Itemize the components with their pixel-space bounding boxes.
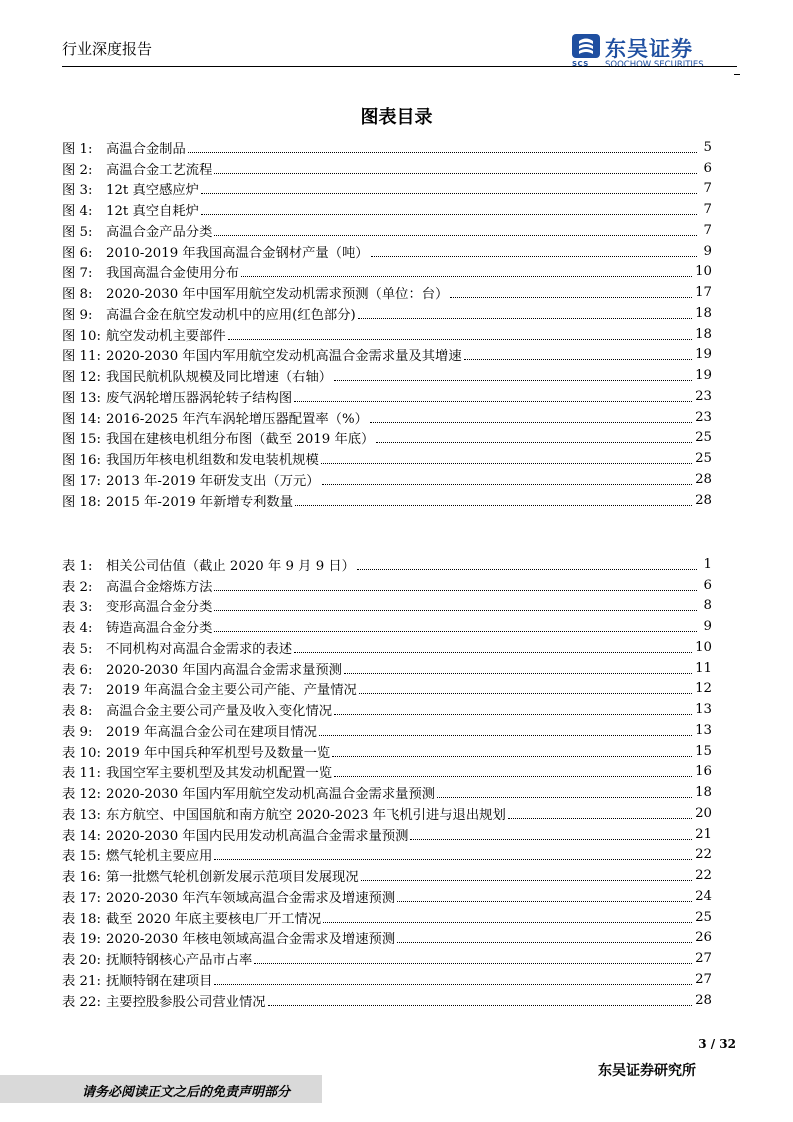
entry-leader <box>321 463 692 464</box>
entry-title: 不同机构对高温合金需求的表述 <box>106 641 293 657</box>
toc-entry[interactable] <box>62 282 712 303</box>
entry-title: 2020-2030 年国内军用航空发动机高温合金需求量预测 <box>106 787 436 803</box>
entry-leader <box>228 339 692 340</box>
toc-entry[interactable] <box>62 886 712 907</box>
entry-title: 2020-2030 年国内民用发动机高温合金需求量预测 <box>106 828 409 844</box>
toc-entry[interactable] <box>62 179 712 200</box>
entry-page-number: 18 <box>695 785 712 801</box>
toc-entry[interactable] <box>62 324 712 345</box>
toc-entry[interactable] <box>62 596 712 617</box>
entry-title: 2010-2019 年我国高温合金钢材产量（吨） <box>106 245 369 261</box>
entry-page-number: 7 <box>703 202 712 218</box>
toc-entry[interactable] <box>62 907 712 928</box>
entry-page-number: 8 <box>703 598 712 614</box>
entry-leader <box>437 797 692 798</box>
entry-label: 图 8: <box>62 287 93 303</box>
entry-title: 12t 真空感应炉 <box>106 183 199 199</box>
entry-title: 我国在建核电机组分布图（截至 2019 年底） <box>106 432 375 448</box>
entry-title: 2020-2030 年国内高温合金需求量预测 <box>106 662 342 678</box>
entry-leader <box>370 422 692 423</box>
toc-entry[interactable] <box>62 241 712 262</box>
toc-entry[interactable] <box>62 428 712 449</box>
entry-leader <box>214 590 697 591</box>
company-logo <box>571 33 741 73</box>
entry-label: 图 6: <box>62 245 93 261</box>
entry-title: 抚顺特钢核心产品市占率 <box>106 953 253 969</box>
entry-leader <box>344 673 692 674</box>
entry-page-number: 23 <box>695 409 712 425</box>
toc-entry[interactable] <box>62 490 712 511</box>
entry-leader <box>357 569 697 570</box>
entry-title: 我国历年核电机组数和发电装机规模 <box>106 453 319 469</box>
entry-page-number: 10 <box>695 639 712 655</box>
entry-page-number: 7 <box>703 181 712 197</box>
entry-page-number: 1 <box>703 556 712 572</box>
toc-entry[interactable] <box>62 990 712 1011</box>
entry-page-number: 25 <box>695 909 712 925</box>
entry-label: 表 6: <box>62 662 93 678</box>
page-number: 3 / 32 <box>698 1037 736 1051</box>
entry-page-number: 24 <box>695 888 712 904</box>
entry-title: 2019 年高温合金公司在建项目情况 <box>106 724 317 740</box>
entry-leader <box>201 214 697 215</box>
entry-title: 2013 年-2019 年研发支出（万元） <box>106 473 320 489</box>
entry-page-number: 17 <box>695 285 712 301</box>
entry-page-number: 19 <box>695 368 712 384</box>
entry-page-number: 9 <box>703 243 712 259</box>
entry-label: 表 14: <box>62 828 101 844</box>
entry-page-number: 12 <box>695 681 712 697</box>
logo-english-name: SOOCHOW SECURITIES <box>605 60 704 70</box>
disclaimer-text: 请务必阅读正文之后的免责声明部分 <box>82 1085 291 1100</box>
entry-title: 高温合金工艺流程 <box>106 162 213 178</box>
entry-title: 燃气轮机主要应用 <box>106 849 213 865</box>
entry-leader <box>295 505 692 506</box>
entry-title: 航空发动机主要部件 <box>106 328 226 344</box>
logo-chinese-name: 东吴证券 <box>605 37 693 61</box>
toc-entry[interactable] <box>62 948 712 969</box>
toc-entry[interactable] <box>62 782 712 803</box>
entry-title: 2020-2030 年核电领域高温合金需求及增速预测 <box>106 932 396 948</box>
entry-label: 图 13: <box>62 390 101 406</box>
entry-label: 表 19: <box>62 932 101 948</box>
entry-page-number: 28 <box>695 471 712 487</box>
entry-label: 表 1: <box>62 558 93 574</box>
entry-page-number: 19 <box>695 347 712 363</box>
entry-leader <box>241 276 692 277</box>
entry-page-number: 10 <box>695 264 712 280</box>
table-list <box>62 554 712 1011</box>
entry-label: 表 17: <box>62 890 101 906</box>
entry-page-number: 22 <box>695 847 712 863</box>
toc-entry[interactable] <box>62 303 712 324</box>
entry-label: 图 15: <box>62 432 101 448</box>
entry-leader <box>334 380 692 381</box>
toc-entry[interactable] <box>62 262 712 283</box>
entry-page-number: 28 <box>695 992 712 1008</box>
entry-label: 图 9: <box>62 307 93 323</box>
entry-page-number: 16 <box>695 764 712 780</box>
entry-label: 图 17: <box>62 473 101 489</box>
entry-label: 表 2: <box>62 579 93 595</box>
toc-entry[interactable] <box>62 658 712 679</box>
entry-title: 2020-2030 年国内军用航空发动机高温合金需求量及其增速 <box>106 349 462 365</box>
entry-leader <box>361 880 692 881</box>
toc-entry[interactable] <box>62 969 712 990</box>
entry-leader <box>332 756 692 757</box>
entry-title: 高温合金熔炼方法 <box>106 579 213 595</box>
disclaimer-banner <box>0 1075 322 1103</box>
entry-title: 2015 年-2019 年新增专利数量 <box>106 494 294 510</box>
entry-label: 表 13: <box>62 807 101 823</box>
entry-page-number: 25 <box>695 451 712 467</box>
entry-title: 废气涡轮增压器涡轮转子结构图 <box>106 390 293 406</box>
toc-entry[interactable] <box>62 554 712 575</box>
entry-label: 图 1: <box>62 141 93 157</box>
entry-page-number: 25 <box>695 430 712 446</box>
toc-entry[interactable] <box>62 345 712 366</box>
entry-title: 2016-2025 年汽车涡轮增压器配置率（%） <box>106 411 368 427</box>
entry-title: 高温合金制品 <box>106 141 186 157</box>
toc-entry[interactable] <box>62 386 712 407</box>
entry-leader <box>214 984 692 985</box>
entry-label: 图 4: <box>62 204 93 220</box>
toc-entry[interactable] <box>62 575 712 596</box>
entry-leader <box>450 297 692 298</box>
entry-page-number: 6 <box>703 577 712 593</box>
entry-leader <box>214 173 697 174</box>
entry-title: 第一批燃气轮机创新发展示范项目发展现况 <box>106 870 359 886</box>
entry-page-number: 27 <box>695 971 712 987</box>
toc-entry[interactable] <box>62 803 712 824</box>
entry-leader <box>214 235 697 236</box>
entry-title: 2019 年高温合金主要公司产能、产量情况 <box>106 683 357 699</box>
entry-leader <box>410 839 692 840</box>
toc-entry[interactable] <box>62 845 712 866</box>
entry-label: 图 5: <box>62 224 93 240</box>
header-divider <box>62 66 737 67</box>
entry-leader <box>214 859 692 860</box>
toc-entry[interactable] <box>62 741 712 762</box>
entry-label: 图 3: <box>62 183 93 199</box>
toc-entry[interactable] <box>62 448 712 469</box>
toc-entry[interactable] <box>62 865 712 886</box>
entry-page-number: 18 <box>695 305 712 321</box>
toc-entry[interactable] <box>62 469 712 490</box>
toc-entry[interactable] <box>62 928 712 949</box>
entry-page-number: 9 <box>703 619 712 635</box>
entry-label: 图 18: <box>62 494 101 510</box>
toc-entry[interactable] <box>62 720 712 741</box>
entry-leader <box>508 818 692 819</box>
entry-page-number: 6 <box>703 160 712 176</box>
entry-leader <box>397 942 692 943</box>
entry-page-number: 23 <box>695 388 712 404</box>
entry-label: 表 7: <box>62 683 93 699</box>
entry-leader <box>371 256 697 257</box>
toc-entry[interactable] <box>62 616 712 637</box>
entry-title: 我国高温合金使用分布 <box>106 266 239 282</box>
entry-page-number: 15 <box>695 743 712 759</box>
toc-entry[interactable] <box>62 365 712 386</box>
entry-leader <box>334 776 692 777</box>
entry-label: 图 16: <box>62 453 101 469</box>
entry-page-number: 11 <box>695 660 712 676</box>
toc-entry[interactable] <box>62 137 712 158</box>
entry-leader <box>376 442 692 443</box>
entry-label: 表 4: <box>62 621 93 637</box>
entry-label: 图 2: <box>62 162 93 178</box>
entry-title: 截至 2020 年底主要核电厂开工情况 <box>106 911 322 927</box>
entry-leader <box>334 714 692 715</box>
entry-page-number: 13 <box>695 722 712 738</box>
entry-title: 相关公司估值（截止 2020 年 9 月 9 日） <box>106 558 355 574</box>
entry-leader <box>201 193 697 194</box>
entry-label: 表 10: <box>62 745 101 761</box>
entry-page-number: 21 <box>695 826 712 842</box>
entry-label: 表 11: <box>62 766 101 782</box>
entry-title: 高温合金主要公司产量及收入变化情况 <box>106 704 333 720</box>
toc-entry[interactable] <box>62 158 712 179</box>
entry-leader <box>322 484 692 485</box>
entry-leader <box>323 922 692 923</box>
entry-title: 2020-2030 年汽车领域高温合金需求及增速预测 <box>106 890 396 906</box>
entry-label: 表 5: <box>62 641 93 657</box>
entry-title: 我国空军主要机型及其发动机配置一览 <box>106 766 333 782</box>
entry-leader <box>358 318 692 319</box>
entry-leader <box>359 693 692 694</box>
entry-leader <box>188 152 697 153</box>
entry-page-number: 18 <box>695 326 712 342</box>
entry-leader <box>254 963 692 964</box>
entry-leader <box>214 610 697 611</box>
entry-title: 高温合金产品分类 <box>106 224 213 240</box>
entry-label: 图 14: <box>62 411 101 427</box>
entry-leader <box>268 1005 693 1006</box>
figure-list <box>62 137 712 511</box>
entry-label: 表 21: <box>62 973 101 989</box>
entry-title: 主要控股参股公司营业情况 <box>106 994 266 1010</box>
entry-page-number: 22 <box>695 868 712 884</box>
entry-title: 东方航空、中国国航和南方航空 2020-2023 年飞机引进与退出规划 <box>106 807 506 823</box>
entry-label: 表 12: <box>62 787 101 803</box>
entry-title: 2019 年中国兵种军机型号及数量一览 <box>106 745 331 761</box>
entry-label: 表 22: <box>62 994 101 1010</box>
entry-leader <box>294 652 692 653</box>
toc-entry[interactable] <box>62 637 712 658</box>
entry-label: 表 15: <box>62 849 101 865</box>
entry-page-number: 28 <box>695 492 712 508</box>
header-tick-mark <box>734 74 740 75</box>
entry-leader <box>464 359 692 360</box>
toc-entry[interactable] <box>62 679 712 700</box>
entry-label: 表 18: <box>62 911 101 927</box>
entry-leader <box>319 735 692 736</box>
entry-page-number: 5 <box>703 139 712 155</box>
footer-organization: 东吴证券研究所 <box>598 1063 696 1079</box>
toc-entry[interactable] <box>62 199 712 220</box>
entry-label: 图 10: <box>62 328 101 344</box>
entry-label: 表 9: <box>62 724 93 740</box>
entry-label: 表 20: <box>62 953 101 969</box>
entry-label: 图 7: <box>62 266 93 282</box>
toc-entry[interactable] <box>62 762 712 783</box>
entry-title: 12t 真空自耗炉 <box>106 204 199 220</box>
toc-entry[interactable] <box>62 824 712 845</box>
toc-entry[interactable] <box>62 220 712 241</box>
logo-abbreviation: SCS <box>572 60 589 68</box>
entry-leader <box>294 401 692 402</box>
entry-leader <box>397 901 692 902</box>
entry-leader <box>214 631 697 632</box>
entry-label: 表 16: <box>62 870 101 886</box>
entry-title: 高温合金在航空发动机中的应用(红色部分) <box>106 307 356 323</box>
entry-page-number: 27 <box>695 951 712 967</box>
entry-title: 抚顺特钢在建项目 <box>106 973 213 989</box>
entry-title: 铸造高温合金分类 <box>106 621 213 637</box>
entry-label: 表 3: <box>62 600 93 616</box>
logo-mark-icon <box>571 33 601 59</box>
entry-title: 2020-2030 年中国军用航空发动机需求预测（单位：台） <box>106 287 449 303</box>
toc-entry[interactable] <box>62 407 712 428</box>
page-title: 图表目录 <box>360 107 433 128</box>
entry-page-number: 7 <box>703 222 712 238</box>
entry-title: 变形高温合金分类 <box>106 600 213 616</box>
toc-entry[interactable] <box>62 699 712 720</box>
entry-title: 我国民航机队规模及同比增速（右轴） <box>106 370 333 386</box>
entry-label: 图 12: <box>62 370 101 386</box>
entry-page-number: 26 <box>695 930 712 946</box>
entry-page-number: 13 <box>695 702 712 718</box>
entry-label: 表 8: <box>62 704 93 720</box>
header-report-type: 行业深度报告 <box>62 40 153 58</box>
entry-label: 图 11: <box>62 349 101 365</box>
entry-page-number: 20 <box>695 805 712 821</box>
